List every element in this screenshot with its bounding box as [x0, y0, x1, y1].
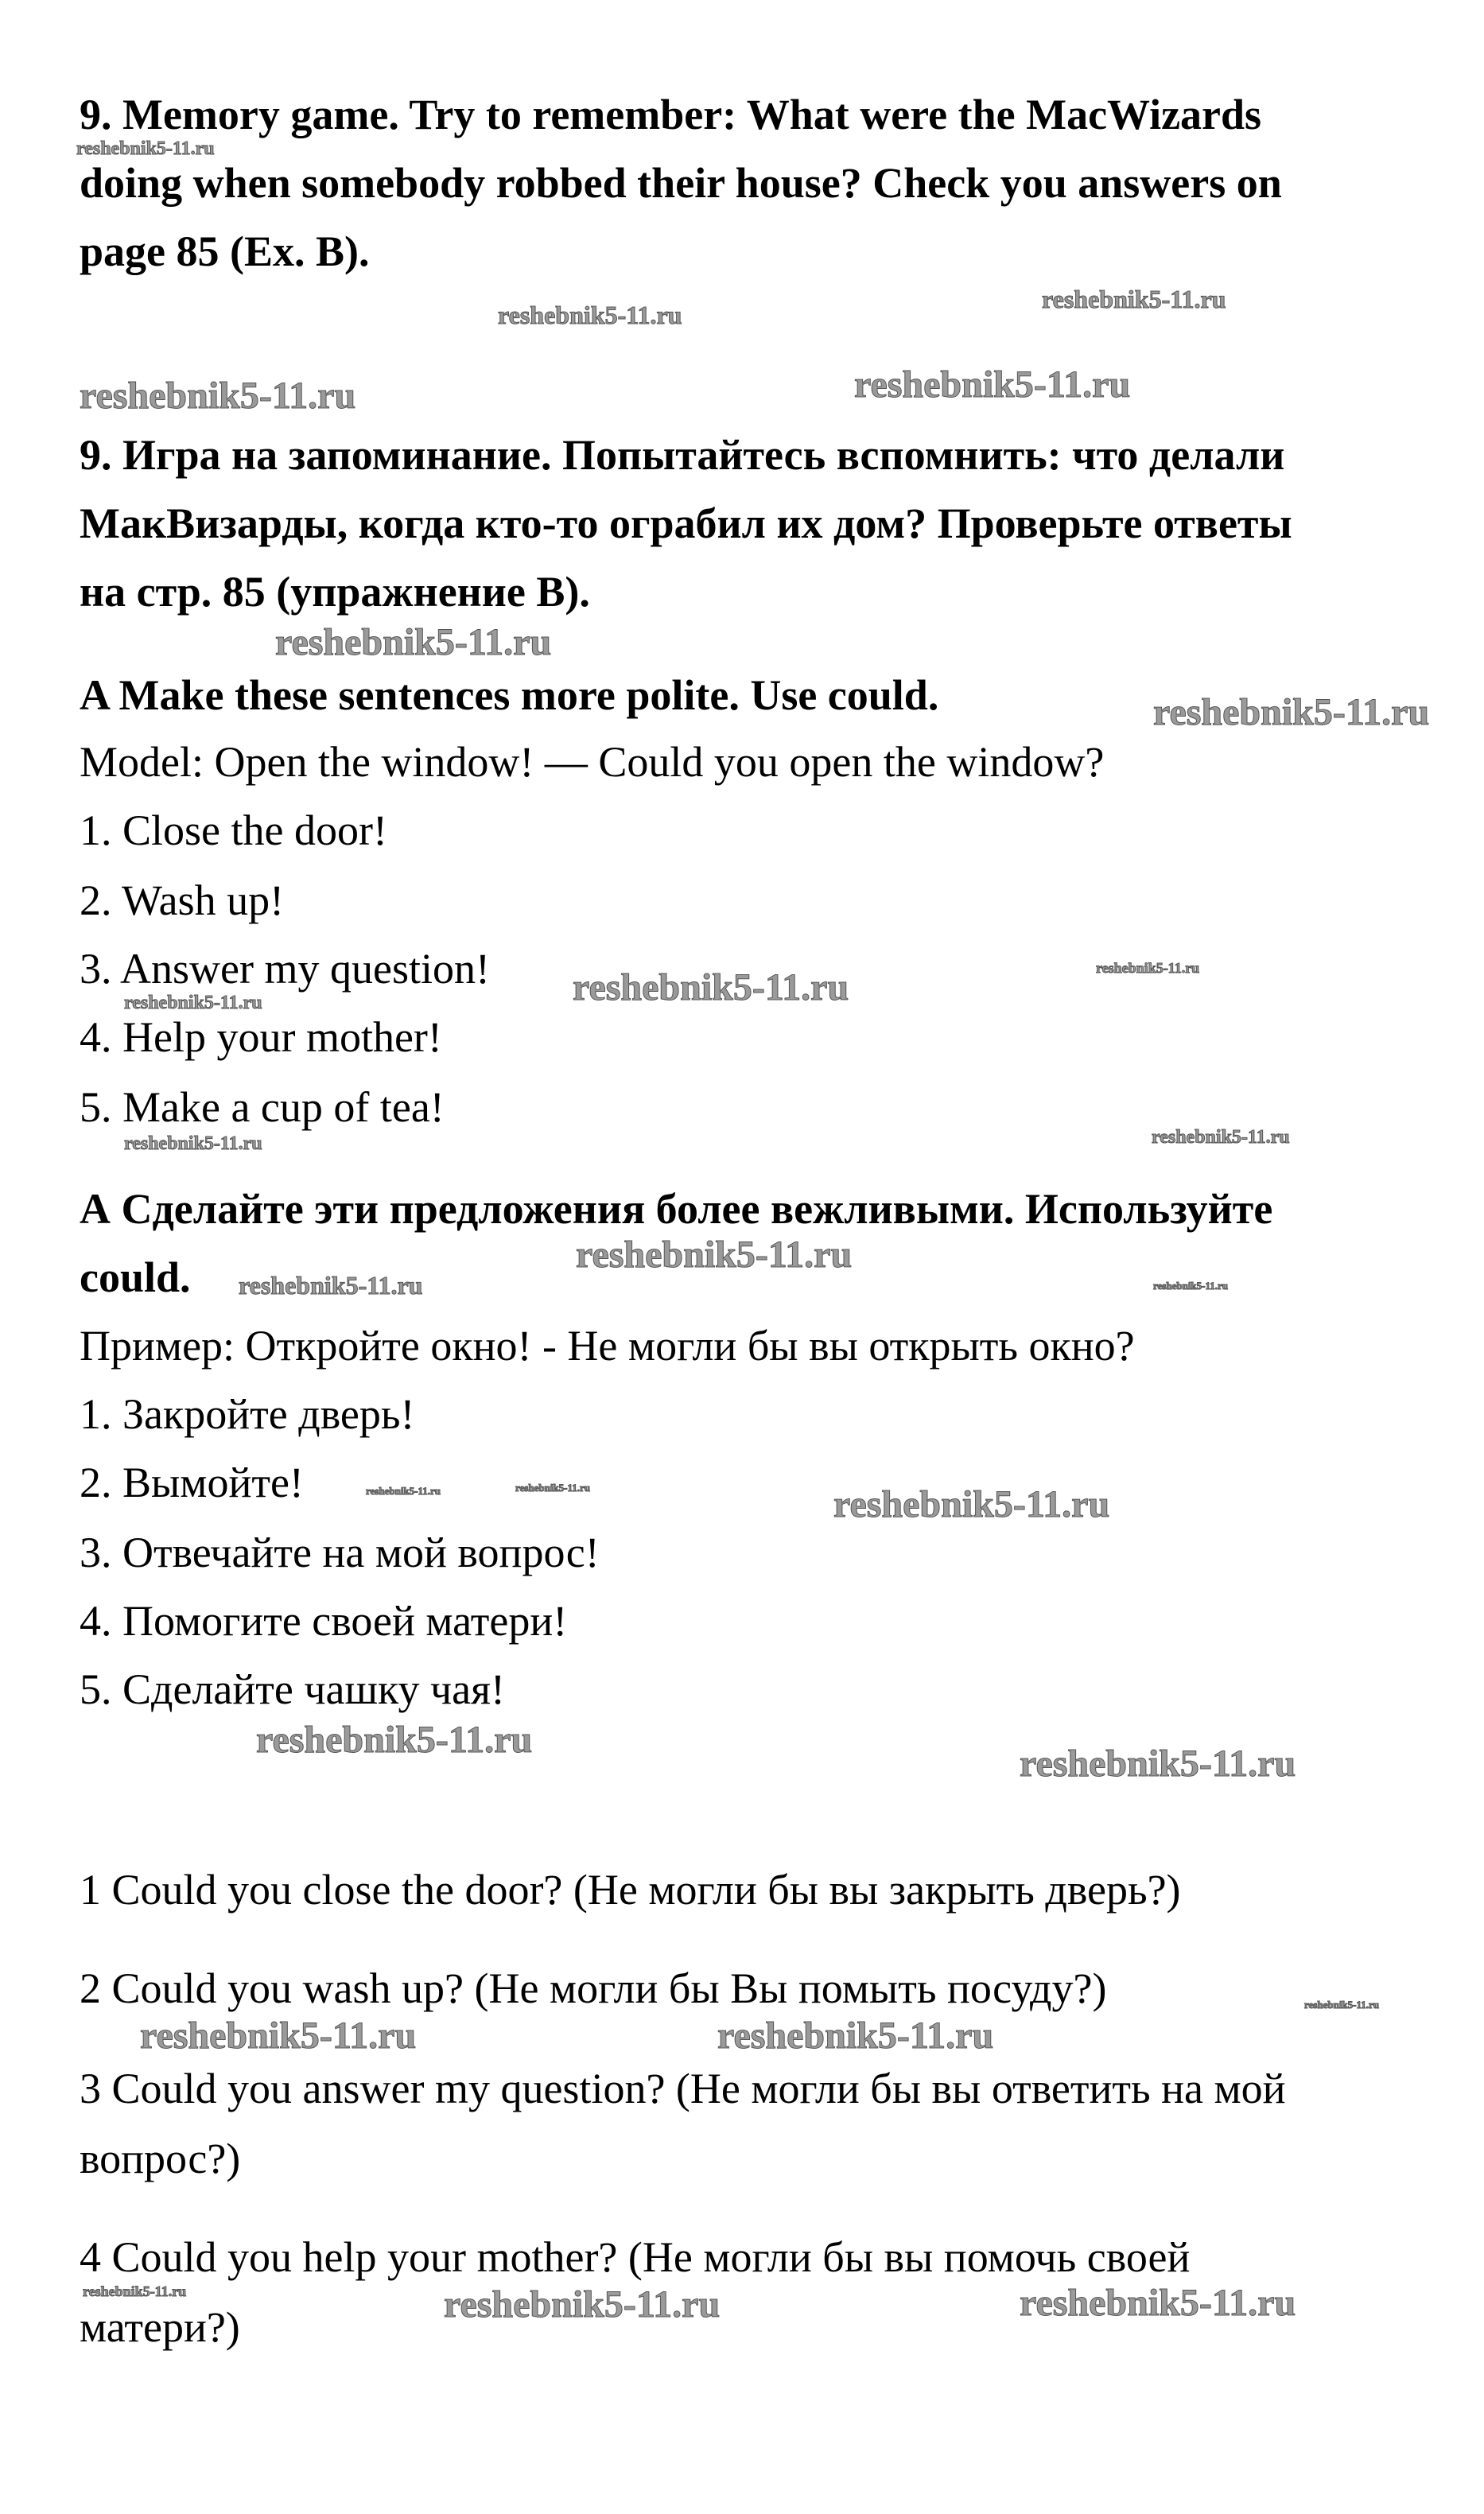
list-item: 2. Wash up!: [80, 876, 285, 924]
text-line: doing when somebody robbed their house? Check you answers on: [80, 159, 1282, 207]
watermark: reshebnik5-11.ru: [76, 138, 215, 159]
text-line: МакВизарды, когда кто-то ограбил их дом? Проверьте ответы: [80, 499, 1292, 547]
exercise-title: А Сделайте эти предложения более вежливыми. Используйте: [80, 1185, 1273, 1233]
watermark: reshebnik5-11.ru: [256, 1719, 533, 1761]
model-sentence: Пример: Откройте окно! - Не могли бы вы открыть окно?: [80, 1322, 1135, 1370]
watermark: reshebnik5-11.ru: [124, 1133, 262, 1154]
model-sentence: Model: Open the window! — Could you open the window?: [80, 738, 1105, 786]
text-line: 9. Игра на запоминание. Попытайтесь вспомнить: что делали: [80, 431, 1285, 479]
watermark: reshebnik5-11.ru: [576, 1234, 853, 1276]
text-line: 9. Memory game. Try to remember: What were the MacWizards: [80, 91, 1262, 138]
answer-line: матери?): [80, 2303, 240, 2351]
watermark: reshebnik5-11.ru: [854, 363, 1131, 406]
watermark: reshebnik5-11.ru: [1020, 2282, 1296, 2324]
list-item: 1. Close the door!: [80, 806, 387, 854]
watermark: reshebnik5-11.ru: [1153, 691, 1430, 733]
watermark: reshebnik5-11.ru: [80, 375, 356, 417]
list-item: 4. Помогите своей матери!: [80, 1597, 568, 1645]
watermark: reshebnik5-11.ru: [498, 301, 682, 329]
list-item: 3. Answer my question!: [80, 945, 490, 993]
list-item: 1. Закройте дверь!: [80, 1390, 415, 1438]
watermark: reshebnik5-11.ru: [1096, 960, 1200, 976]
text-line: на стр. 85 (упражнение B).: [80, 568, 590, 616]
watermark: reshebnik5-11.ru: [1153, 1280, 1229, 1292]
list-item: 4. Help your mother!: [80, 1013, 442, 1061]
watermark: reshebnik5-11.ru: [1042, 285, 1226, 313]
answer-line: вопрос?): [80, 2135, 241, 2182]
watermark: reshebnik5-11.ru: [1152, 1127, 1290, 1148]
watermark: reshebnik5-11.ru: [717, 2015, 994, 2057]
watermark: reshebnik5-11.ru: [239, 1271, 423, 1300]
list-item: 2. Вымойте!: [80, 1459, 304, 1506]
list-item: 5. Сделайте чашку чая!: [80, 1665, 505, 1713]
watermark: reshebnik5-11.ru: [83, 2283, 187, 2299]
exercise-title: A Make these sentences more polite. Use could.: [80, 671, 939, 719]
watermark: reshebnik5-11.ru: [515, 1482, 591, 1494]
watermark: reshebnik5-11.ru: [1304, 1999, 1380, 2011]
watermark: reshebnik5-11.ru: [366, 1485, 441, 1497]
watermark: reshebnik5-11.ru: [444, 2283, 721, 2326]
answer-line: 3 Could you answer my question? (Не могли бы вы ответить на мой: [80, 2065, 1286, 2112]
list-item: 5. Make a cup of tea!: [80, 1083, 445, 1131]
watermark: reshebnik5-11.ru: [573, 966, 849, 1008]
watermark: reshebnik5-11.ru: [1020, 1743, 1296, 1785]
watermark: reshebnik5-11.ru: [275, 621, 552, 663]
watermark: reshebnik5-11.ru: [140, 2015, 417, 2057]
exercise-title: could.: [80, 1253, 191, 1301]
answer-line: 1 Could you close the door? (Не могли бы вы закрыть дверь?): [80, 1866, 1181, 1914]
answer-line: 4 Could you help your mother? (Не могли бы вы помочь своей: [80, 2233, 1191, 2281]
watermark: reshebnik5-11.ru: [124, 993, 262, 1013]
text-line: page 85 (Ex. B).: [80, 227, 370, 275]
answer-line: 2 Could you wash up? (Не могли бы Вы помыть посуду?): [80, 1964, 1107, 2012]
watermark: reshebnik5-11.ru: [833, 1483, 1110, 1525]
list-item: 3. Отвечайте на мой вопрос!: [80, 1529, 600, 1576]
